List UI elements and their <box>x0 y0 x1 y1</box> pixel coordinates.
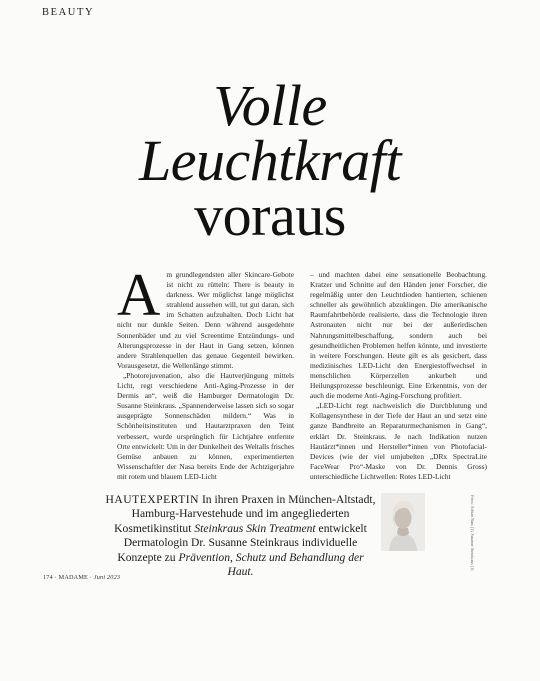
expert-label: HAUTEXPERTIN <box>105 493 200 506</box>
headline-line-2: Leuchtkraft <box>139 128 401 194</box>
paragraph: „Photorejuvenation, also die Hautverjüngung mittels Licht, regt verschiedene Anti-Aging-Prozesse in der Dermis an“, weiß die Hamburger Dermatologin Dr. Susanne Steinkraus. „Spannenderweise lassen sich so sogar ausgeprägte Sonnenschäden mildern.“ Was in Schönheitsinstituten und Hautarztpraxen den Teint verbessert, wurde ursprünglich für Lichtjahre entfernte Orte entwickelt: Um in der Dunkelheit des Weltalls frisches Gemüse anbauen zu können, experimentierten Wissenschaftler der Nasa bereits Ende der Achtzigerjahre mit rotem und blauem LED-Licht <box>117 370 294 481</box>
page-footer <box>43 574 120 581</box>
article-column-2 <box>310 270 487 482</box>
paragraph: – und machten dabei eine sensationelle Beobachtung. Kratzer und Schnitte auf den Händen jener Forscher, die regelmäßig unter den Leuchtdioden hantierten, schienen schneller als gewöhnlich abzuklingen. Die amerikanische Raumfahrtbehörde realisierte, dass die Technologie ihren Astronauten nicht nur bei der außerirdischen Nahrungsmittelbeschaffung, sondern auch bei gesundheitlichen Problemen helfen könnte, und investierte in weitere Forschungen. Heute gilt es als gesichert, dass medizinisches LED-Licht den Energiestoffwechsel in menschlichen Körperzellen ankurbelt und Heilungsprozesse beschleunigt. Eine Erkenntnis, von der auch die moderne Anti-Aging-Forschung profitiert. <box>310 270 487 401</box>
drop-cap: A <box>117 262 161 328</box>
portrait-photo <box>381 493 425 551</box>
expert-text: In ihren Praxen in München-Altstadt, Hamburg-Harvestehude und im angegliederten Kosmetikinstitut <box>114 493 376 535</box>
expert-box <box>103 493 378 579</box>
issue-date: Juni 2023 <box>93 574 121 581</box>
headline-line-3: voraus <box>194 183 346 249</box>
section-label: BEAUTY <box>42 7 95 18</box>
article-column-1 <box>117 262 294 482</box>
paragraph: Am grundlegendsten aller Skincare-Gebote ist nicht zu rütteln: There is beauty in darkness. Wer möglichst lange möglichst strahlend aussehen will, tut gut daran, sich im Schatten aufzuhalten. Doch Licht hat nicht nur dunkle Seiten. Denn während ausgedehnte Sonnenbäder und zu viel Screentime Entzündungs- und Alterungsprozesse in der Haut in Gang setzen, können andere Strahlenquellen das genaue Gegenteil bewirken. Vorausgesetzt, die Wellenlänge stimmt. <box>117 262 294 370</box>
page-number: 174 · MADAME · <box>43 574 94 581</box>
photo-credit: Fotos: Adrian Nuss (1), Susanne Steinkraus (1) <box>470 495 475 571</box>
headline-line-1: Volle <box>213 73 327 138</box>
expert-text: entwickelt Dermatologin Dr. Susanne Steinkraus individuelle Konzepte zu <box>117 521 367 564</box>
expert-topics: Prävention, Schutz und Behandlung der Haut. <box>178 550 364 579</box>
expert-institute: Steinkraus Skin Treatment <box>194 521 316 535</box>
article-body <box>117 262 487 482</box>
paragraph: „LED-Licht regt nachweislich die Durchblutung und Kollagensynthese in der Tiefe der Haut an und setzt eine ganze Bandbreite an Reparaturmechanismen in Gang“, erklärt Dr. Steinkraus. Je nach Indikation nutzen Hautärzt*innen und Hersteller*innen von Photofacial-Devices (wie der viel umjubelten „DRx SpectraLite FaceWear Pro“-Maske von Dr. Dennis Gross) unterschiedliche Lichtwellen: Rotes LED-Licht <box>310 401 487 481</box>
portrait-image <box>381 493 425 551</box>
headline <box>0 73 540 249</box>
